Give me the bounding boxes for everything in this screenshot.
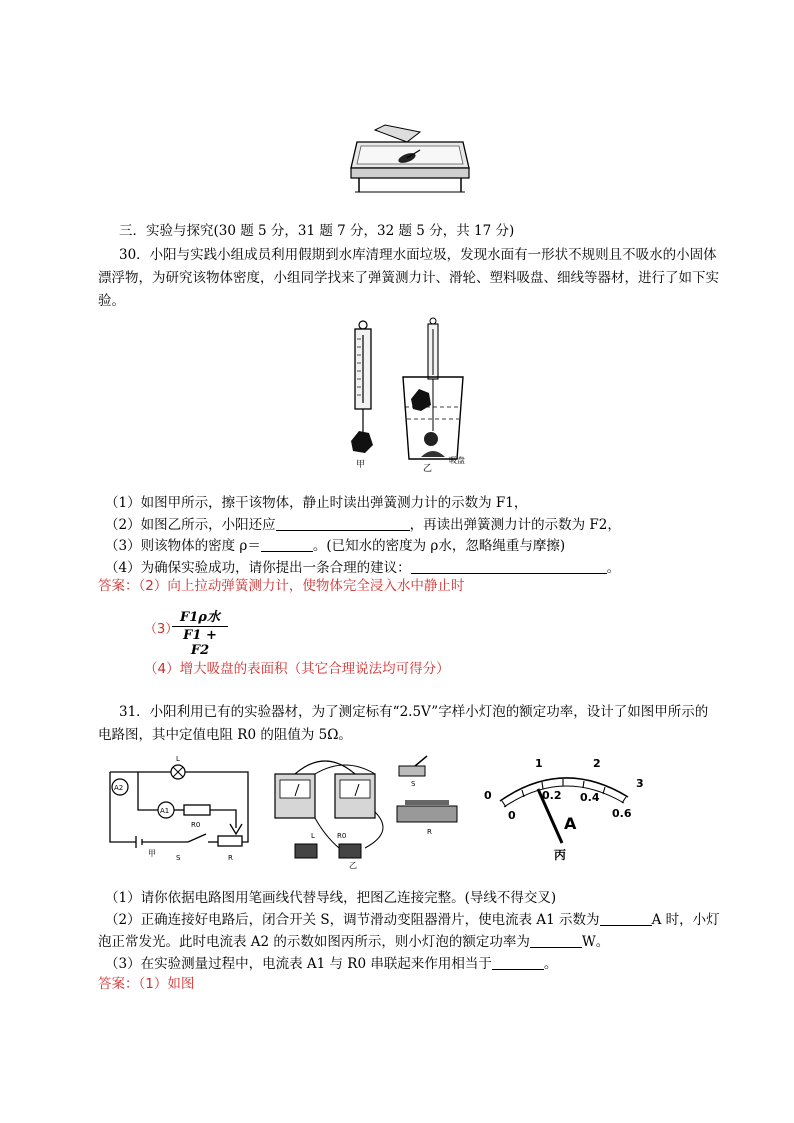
- meter-bottom-0-2: 0.2: [542, 789, 562, 802]
- circuit-label-A2: A2: [114, 784, 124, 792]
- q30-intro-line1: 30．小阳与实践小组成员利用假期到水库清理水面垃圾，发现水面有一形状不规则且不吸水的小固体: [119, 247, 717, 263]
- ammeter-figure: [478, 745, 653, 865]
- meter-bottom-0-6: 0.6: [612, 807, 632, 820]
- photo-label-R0: R0: [337, 832, 347, 840]
- q30-step1: （1）如图甲所示，擦干该物体，静止时读出弹簧测力计的示数为 F1，: [105, 495, 528, 511]
- meter-top-2: 2: [593, 757, 601, 770]
- q31-intro-line1: 31．小阳利用已有的实验器材，为了测定标有“2.5V”字样小灯泡的额定功率，设计了如图甲所示的: [119, 704, 709, 720]
- section-heading: 三．实验与探究(30 题 5 分，31 题 7 分，32 题 5 分，共 17 分): [119, 223, 515, 239]
- q31-step2-line1: （2）正确连接好电路后，闭合开关 S，调节滑动变阻器滑片，使电流表 A1 示数为 A 时，小灯: [105, 912, 720, 928]
- fig-label-yi: 乙: [423, 464, 433, 474]
- q30-blank-4[interactable]: [411, 559, 607, 574]
- q31-step2-line2: 泡正常发光。此时电流表 A2 的示数如图丙所示，则小灯泡的额定功率为 W。: [98, 934, 610, 950]
- circuit-label-S: S: [176, 854, 181, 862]
- meter-unit: A: [564, 814, 577, 833]
- tray-figure: [345, 120, 475, 202]
- circuit-label-A1: A1: [160, 807, 170, 815]
- meter-label: 丙: [554, 848, 567, 862]
- photo-label-L: L: [311, 832, 315, 840]
- circuit-label-jia: 甲: [148, 849, 156, 858]
- q30-blank-3[interactable]: [261, 537, 313, 552]
- fig-label-xipan: 吸盘: [449, 456, 465, 465]
- circuit-label-R: R: [228, 854, 233, 862]
- meter-bottom-0-4: 0.4: [580, 791, 600, 804]
- q30-blank-2[interactable]: [276, 516, 410, 531]
- spring-scale-figure: [335, 315, 485, 475]
- meter-bottom-0: 0: [508, 809, 516, 822]
- q31-blank-2b[interactable]: [530, 933, 582, 948]
- meter-top-1: 1: [535, 757, 543, 770]
- q30-answer-4: （4）增大吸盘的表面积（其它合理说法均可得分）: [144, 661, 450, 677]
- q31-answer-1: 答案：（1）如图: [98, 976, 195, 992]
- q30-answer-2: 答案：（2）向上拉动弹簧测力计，使物体完全浸入水中静止时: [98, 578, 465, 594]
- circuit-label-L: L: [176, 755, 180, 763]
- fig-label-jia: 甲: [356, 460, 366, 470]
- q30-intro-line3: 验。: [98, 293, 125, 309]
- q30-intro-line2: 漂浮物，为研究该物体密度，小组同学找来了弹簧测力计、滑轮、塑料吸盘、细线等器材，进行了如下实: [98, 270, 719, 286]
- circuit-diagram: [98, 752, 258, 867]
- q31-blank-3[interactable]: [492, 955, 544, 970]
- answer-3-numerator: F1ρ水: [180, 610, 220, 625]
- q31-step1: （1）请你依据电路图用笔画线代替导线，把图乙连接完整。(导线不得交叉): [105, 890, 557, 906]
- meter-top-3: 3: [636, 777, 644, 790]
- apparatus-photo: [265, 752, 465, 872]
- q31-step3: （3）在实验测量过程中，电流表 A1 与 R0 串联起来作用相当于 。: [105, 956, 558, 972]
- circuit-label-R0: R0: [191, 821, 201, 829]
- q30-step2: （2）如图乙所示，小阳还应 ，再读出弹簧测力计的示数为 F2，: [105, 517, 621, 533]
- answer-3-denominator: F1 + F2: [183, 628, 217, 658]
- photo-label-S: S: [411, 780, 416, 788]
- q30-step3: （3）则该物体的密度 ρ＝ 。(已知水的密度为 ρ水，忽略绳重与摩擦): [105, 538, 566, 554]
- q31-intro-line2: 电路图，其中定值电阻 R0 的阻值为 5Ω。: [98, 727, 352, 743]
- photo-label-R: R: [427, 828, 432, 836]
- q31-blank-2a[interactable]: [600, 911, 652, 926]
- meter-top-0: 0: [484, 789, 492, 802]
- q30-step4: （4）为确保实验成功，请你提出一条合理的建议： 。: [105, 560, 621, 576]
- photo-label-yi: 乙: [349, 861, 357, 870]
